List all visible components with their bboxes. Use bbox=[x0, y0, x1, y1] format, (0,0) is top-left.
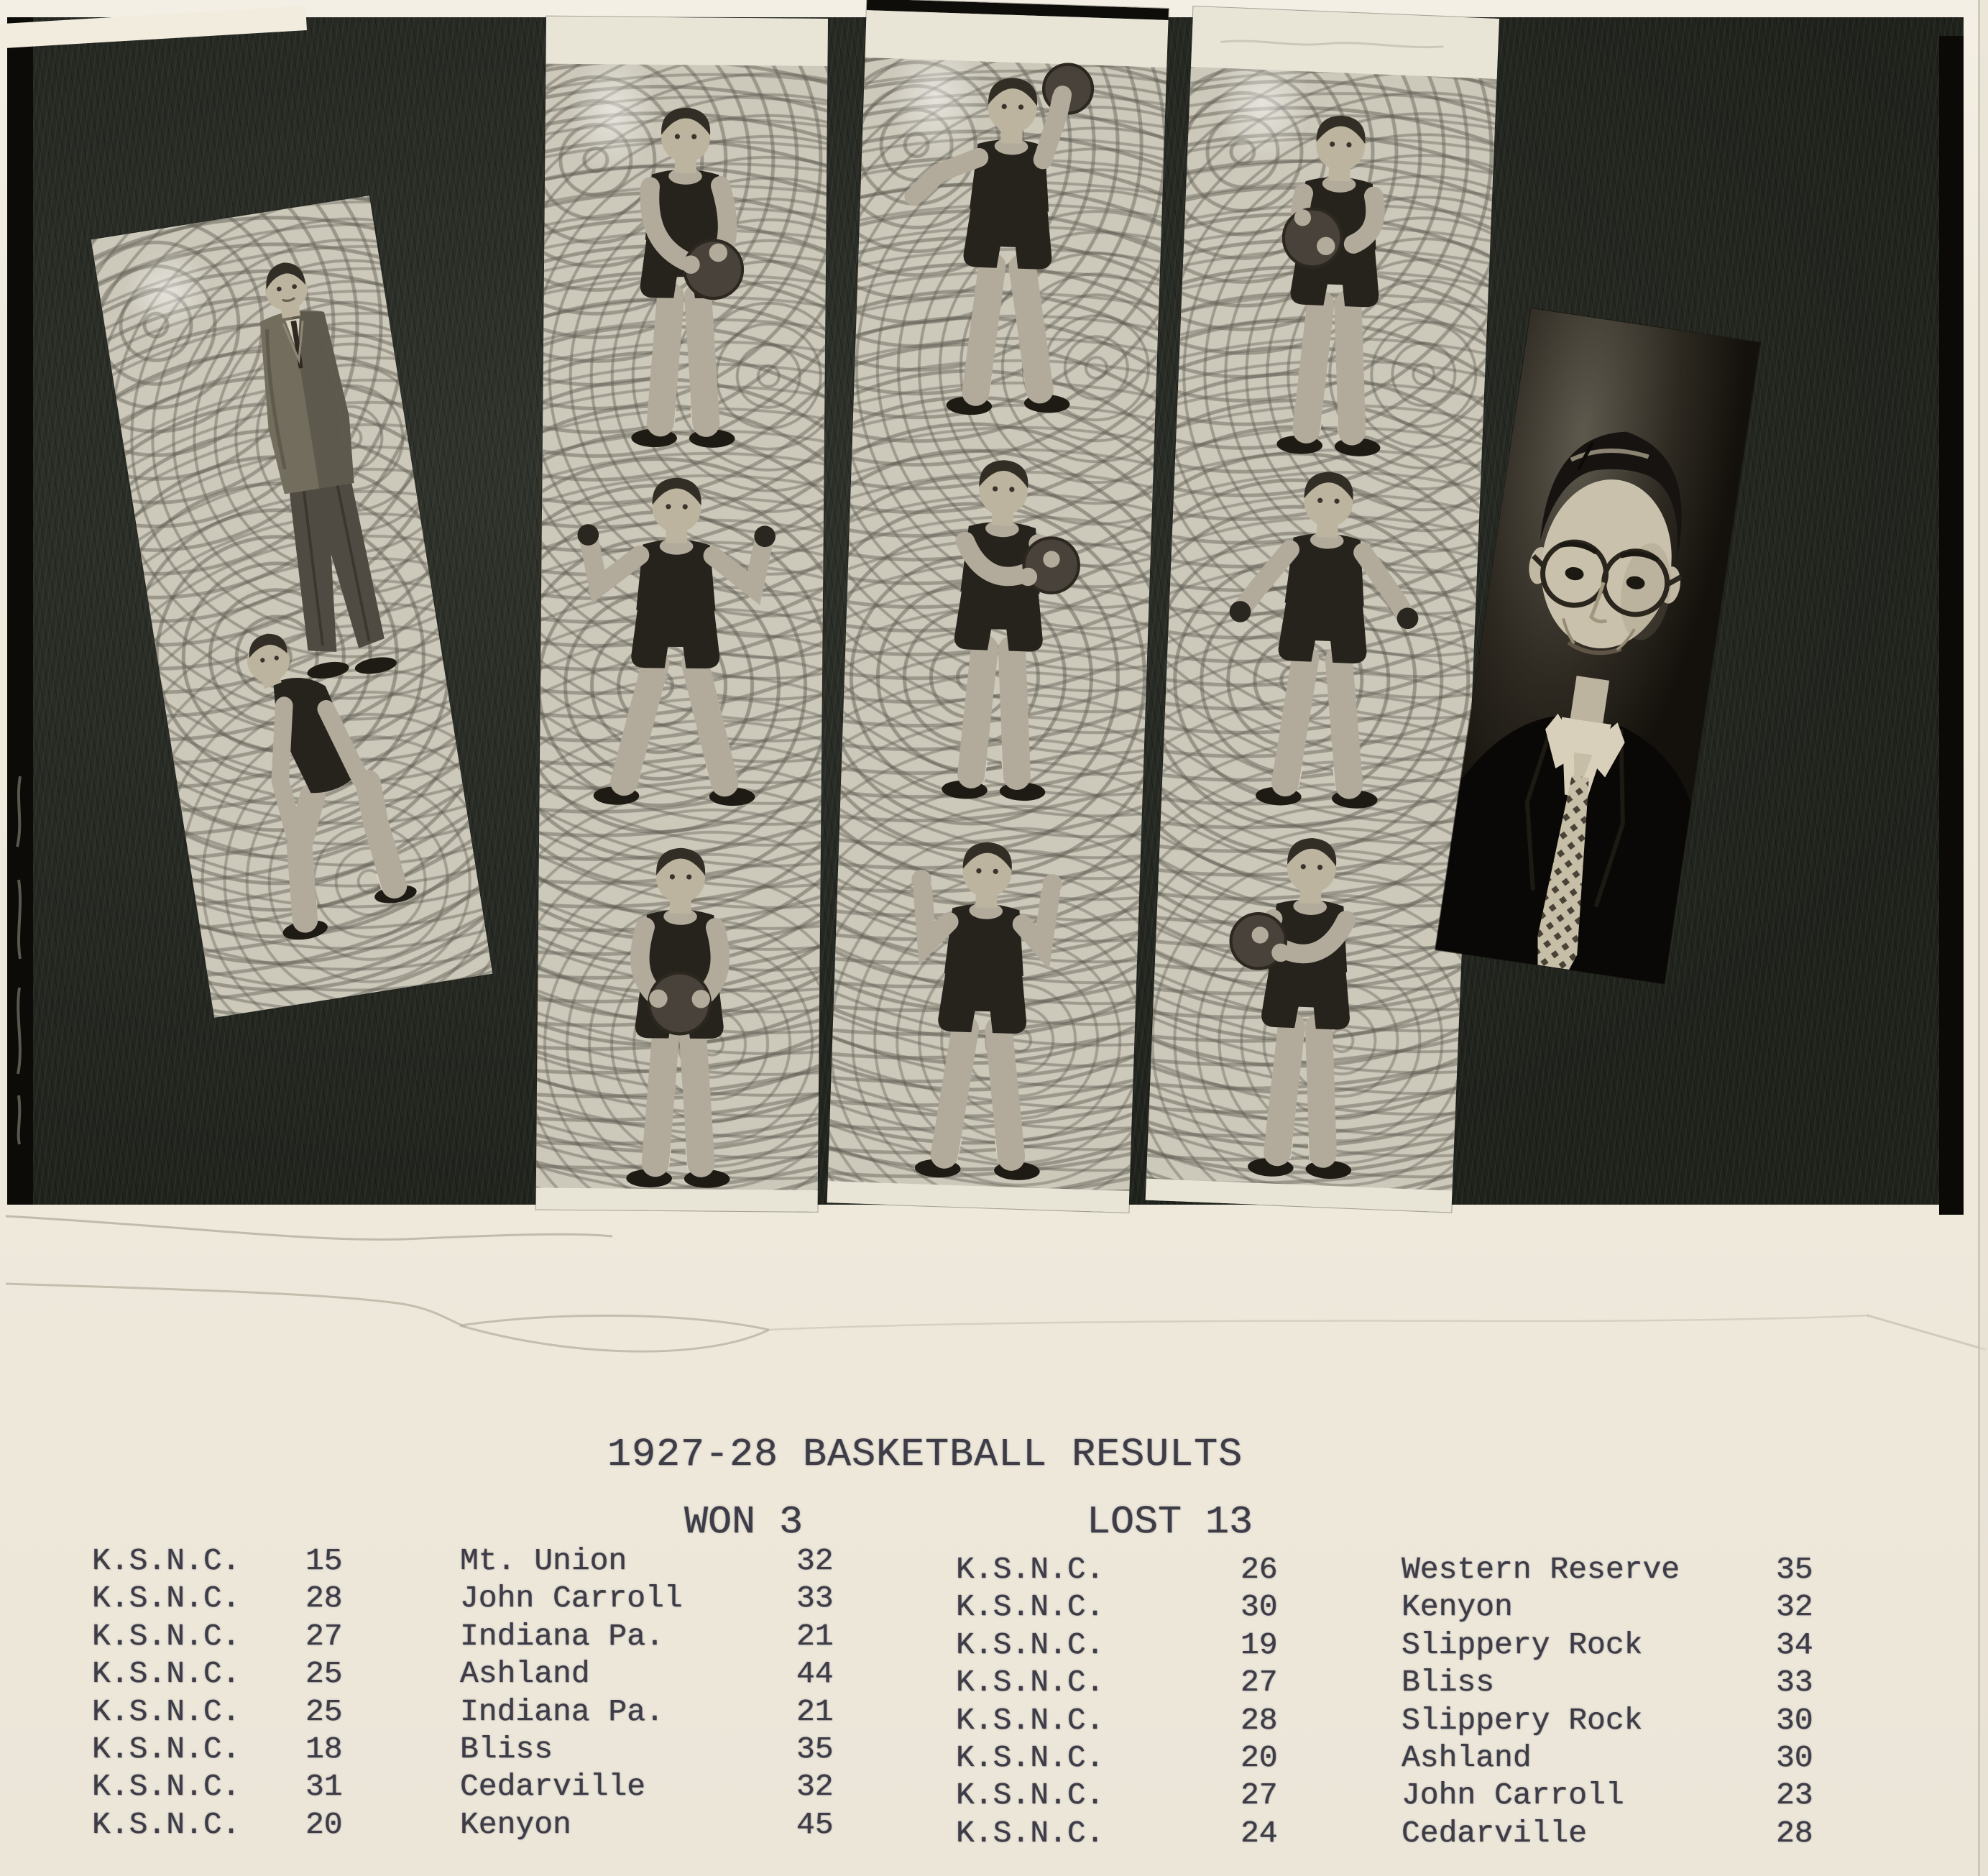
team-score: 28 bbox=[305, 1581, 343, 1617]
opponent-score: 44 bbox=[796, 1656, 834, 1692]
team-name: K.S.N.C. bbox=[92, 1806, 241, 1842]
opponent-name: Slippery Rock bbox=[1402, 1627, 1643, 1663]
opponent-score: 45 bbox=[796, 1806, 834, 1842]
opponent-name: Indiana Pa. bbox=[460, 1693, 664, 1729]
team-name: K.S.N.C. bbox=[956, 1589, 1105, 1625]
photo-strip-3 bbox=[1146, 6, 1499, 1213]
game-row bbox=[956, 1551, 1862, 1588]
opponent-score: 30 bbox=[1776, 1702, 1813, 1738]
team-score: 27 bbox=[305, 1618, 343, 1654]
team-name: K.S.N.C. bbox=[92, 1656, 241, 1692]
game-row bbox=[956, 1664, 1862, 1701]
opponent-score: 23 bbox=[1776, 1778, 1813, 1813]
team-score: 20 bbox=[305, 1806, 343, 1842]
opponent-name: John Carroll bbox=[1402, 1778, 1624, 1813]
player-ball-in-front bbox=[1207, 93, 1463, 483]
opponent-name: Kenyon bbox=[1402, 1589, 1513, 1625]
team-name: K.S.N.C. bbox=[956, 1702, 1105, 1738]
player-arm-raised-with-ball bbox=[881, 55, 1134, 444]
faint-pencil-marks bbox=[1213, 20, 1452, 67]
team-name: K.S.N.C. bbox=[956, 1778, 1105, 1813]
player-ball-at-waist bbox=[558, 829, 802, 1212]
team-name: K.S.N.C. bbox=[92, 1693, 241, 1729]
game-row bbox=[92, 1655, 890, 1693]
opponent-name: Cedarville bbox=[1402, 1815, 1588, 1851]
opponent-score: 33 bbox=[1776, 1665, 1813, 1701]
player-defensive-stance bbox=[553, 459, 798, 842]
opponent-name: Ashland bbox=[460, 1656, 590, 1692]
game-row bbox=[956, 1777, 1862, 1814]
paper-edge-line bbox=[1978, 0, 1980, 1876]
opponent-score: 34 bbox=[1776, 1627, 1813, 1663]
team-score: 30 bbox=[1241, 1589, 1278, 1625]
opponent-score: 30 bbox=[1776, 1739, 1813, 1775]
opponent-name: Western Reserve bbox=[1402, 1552, 1680, 1587]
strip-top-band bbox=[1191, 6, 1499, 79]
opponent-name: John Carroll bbox=[460, 1581, 683, 1617]
player-ball-at-side bbox=[563, 88, 807, 472]
opponent-name: Mt. Union bbox=[460, 1543, 627, 1578]
team-score: 27 bbox=[1241, 1778, 1278, 1813]
strip-top-band bbox=[546, 17, 828, 66]
opponent-name: Bliss bbox=[460, 1731, 553, 1767]
opponent-score: 21 bbox=[796, 1693, 834, 1729]
photo-strip-2 bbox=[827, 0, 1169, 1213]
won-text: WON 3 bbox=[684, 1499, 804, 1545]
team-score: 28 bbox=[1241, 1702, 1278, 1738]
opponent-name: Cedarville bbox=[460, 1769, 646, 1805]
opponent-name: Indiana Pa. bbox=[460, 1618, 664, 1654]
team-score: 26 bbox=[1241, 1552, 1278, 1587]
opponent-score: 28 bbox=[1776, 1815, 1813, 1851]
game-row bbox=[956, 1588, 1862, 1626]
team-name: K.S.N.C. bbox=[956, 1815, 1105, 1851]
lost-text: LOST 13 bbox=[1087, 1499, 1253, 1545]
opponent-name: Bliss bbox=[1402, 1665, 1495, 1701]
paper-right-margin bbox=[1980, 0, 1988, 1876]
game-row bbox=[92, 1580, 890, 1617]
team-score: 25 bbox=[305, 1656, 343, 1692]
team-name: K.S.N.C. bbox=[956, 1552, 1105, 1587]
game-row bbox=[92, 1731, 890, 1768]
game-row bbox=[956, 1739, 1862, 1777]
game-row bbox=[92, 1542, 890, 1580]
player-holding-ball-left bbox=[1178, 815, 1434, 1205]
results-title: 1927-28 BASKETBALL RESULTS bbox=[607, 1432, 1243, 1477]
opponent-score: 32 bbox=[1776, 1589, 1813, 1625]
opponent-score: 35 bbox=[1776, 1552, 1813, 1587]
team-score: 19 bbox=[1241, 1627, 1278, 1663]
game-row bbox=[956, 1702, 1862, 1739]
game-row bbox=[92, 1806, 890, 1844]
opponent-score: 32 bbox=[796, 1543, 834, 1578]
team-score: 24 bbox=[1241, 1815, 1278, 1851]
team-name: K.S.N.C. bbox=[956, 1665, 1105, 1701]
game-row bbox=[92, 1768, 890, 1806]
film-edge-right bbox=[1939, 36, 1964, 1215]
opponent-score: 32 bbox=[796, 1769, 834, 1805]
opponent-name: Slippery Rock bbox=[1402, 1702, 1643, 1738]
margin-handwriting-mark bbox=[10, 772, 29, 1146]
opponent-score: 33 bbox=[796, 1581, 834, 1617]
results-left-column bbox=[92, 1542, 890, 1844]
paper-notch bbox=[0, 6, 307, 48]
team-name: K.S.N.C. bbox=[92, 1769, 241, 1805]
team-score: 18 bbox=[305, 1731, 343, 1767]
opponent-name: Kenyon bbox=[460, 1806, 571, 1842]
team-score: 20 bbox=[1241, 1739, 1278, 1775]
team-score: 31 bbox=[305, 1769, 343, 1805]
team-name: K.S.N.C. bbox=[92, 1543, 241, 1578]
team-name: K.S.N.C. bbox=[92, 1581, 241, 1617]
team-name: K.S.N.C. bbox=[956, 1739, 1105, 1775]
team-name: K.S.N.C. bbox=[956, 1627, 1105, 1663]
team-name: K.S.N.C. bbox=[92, 1731, 241, 1767]
photo-strip-1 bbox=[536, 17, 828, 1212]
player-hands-raised bbox=[856, 820, 1109, 1209]
player-holding-ball-chest bbox=[872, 438, 1125, 827]
game-row bbox=[956, 1627, 1862, 1664]
opponent-score: 35 bbox=[796, 1731, 834, 1767]
game-row bbox=[956, 1815, 1862, 1852]
team-name: K.S.N.C. bbox=[92, 1618, 241, 1654]
results-right-column bbox=[956, 1551, 1862, 1852]
game-row bbox=[92, 1693, 890, 1731]
player-standing-arms-out bbox=[1195, 449, 1450, 839]
team-score: 25 bbox=[305, 1693, 343, 1729]
team-score: 27 bbox=[1241, 1665, 1278, 1701]
opponent-score: 21 bbox=[796, 1618, 834, 1654]
game-row bbox=[92, 1618, 890, 1655]
opponent-name: Ashland bbox=[1402, 1739, 1532, 1775]
team-score: 15 bbox=[305, 1543, 343, 1578]
